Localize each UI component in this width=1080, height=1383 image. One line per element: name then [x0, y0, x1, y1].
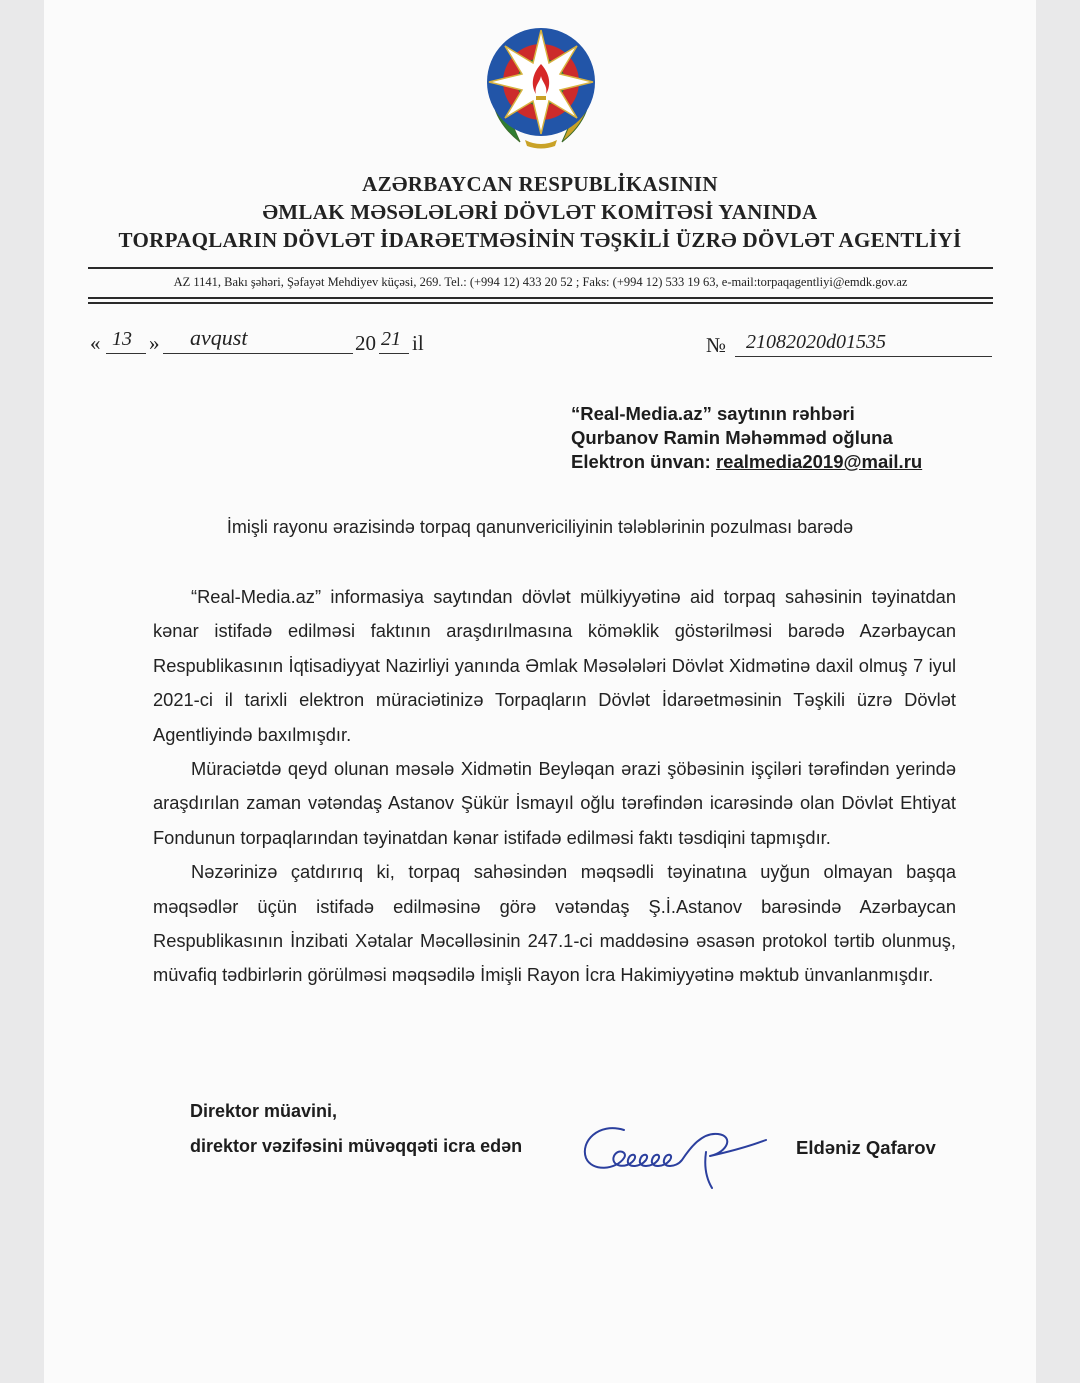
header-rule-top	[88, 267, 993, 269]
paragraph-1: “Real-Media.az” informasiya saytından dövlət mülkiyyətinə aid torpaq sahəsinin təyinatdan kənar istifadə edilməsi faktının araşdırılmasına köməklik göstərilməsi barədə Azərbaycan Respublikasının İqtisadiyyat Nazirliyi yanında Əmlak Məsələləri Dövlət Xidmətinə daxil olmuş 7 iyul 2021-ci il tarixli elektron müraciətinizə Torpaqların Dövlət İdarəetməsinin Təşkili üzrə Dövlət Agentliyində baxılmışdır.	[153, 586, 956, 745]
addressee-line-2: Qurbanov Ramin Məhəmməd oğluna	[571, 427, 893, 448]
addressee-block	[571, 402, 922, 474]
header-line-3: TORPAQLARIN DÖVLƏT İDARƏETMƏSİNİN TƏŞKİLİ ÜZRƏ DÖVLƏT AGENTLİYİ	[118, 228, 962, 252]
date-day-underline	[106, 353, 146, 354]
paragraph-2: Müraciətdə qeyd olunan məsələ Xidmətin Beyləqan ərazi şöbəsinin işçiləri tərəfindən yerində araşdırılan zaman vətəndaş Astanov Şükür İsmayıl oğlu tərəfindən icarəsində olan Dövlət Ehtiyat Fondunun torpaqlarından təyinatdan kənar istifadə edilməsi faktı təsdiqini tapmışdır.	[153, 758, 956, 848]
subject-line: İmişli rayonu ərazisində torpaq qanunvericiliyinin tələblərinin pozulması barədə	[226, 517, 854, 537]
header-line-1: AZƏRBAYCAN RESPUBLİKASININ	[362, 172, 718, 196]
signatory-name: Eldəniz Qafarov	[796, 1137, 936, 1158]
header-rule-bottom-1	[88, 297, 993, 299]
date-day: 13	[112, 328, 132, 350]
handwritten-signature	[578, 1112, 778, 1192]
addressee-email-line	[571, 450, 922, 474]
date-month-underline	[163, 353, 353, 354]
header-line-2: ƏMLAK MƏSƏLƏLƏRİ DÖVLƏT KOMİTƏSİ YANINDA	[262, 200, 818, 224]
addressee-line-1: “Real-Media.az” saytının rəhbəri	[571, 403, 855, 424]
number-label: №	[706, 333, 727, 357]
date-month: avqust	[190, 325, 248, 350]
date-year-underline	[379, 353, 409, 354]
email-label: Elektron ünvan:	[571, 451, 716, 472]
date-open-quote: «	[90, 331, 101, 355]
address-line: AZ 1141, Bakı şəhəri, Şəfayət Mehdiyev küçəsi, 269. Tel.: (+994 12) 433 20 52 ; Faks: (+994 12) 533 19 63, e-mail:torpaqagentliyi@emdk.gov.az	[173, 275, 908, 289]
email-link[interactable]: realmedia2019@mail.ru	[715, 451, 923, 472]
number-underline	[735, 356, 992, 357]
state-emblem-icon	[480, 20, 602, 152]
header-rule-bottom-2	[88, 302, 993, 304]
letter-body	[153, 580, 956, 993]
date-year-suffix: 21	[381, 328, 401, 350]
date-year-prefix: 20	[355, 331, 376, 355]
date-close-quote: »	[149, 331, 160, 355]
date-year-word: il	[412, 331, 424, 355]
paragraph-3: Nəzərinizə çatdırırıq ki, torpaq sahəsindən məqsədli təyinatına uyğun olmayan başqa məqsədlər üçün istifadə edilməsinə görə vətəndaş Ş.İ.Astanov barəsində Azərbaycan Respublikasının İnzibati Xətalar Məcəlləsinin 247.1-ci maddəsinə əsasən protokol tərtib olunmuş, müvafiq tədbirlərin görülməsi məqsədilə İmişli Rayon İcra Hakimiyyətinə məktub ünvanlanmışdır.	[153, 861, 956, 986]
document-number: 21082020d01535	[746, 331, 886, 353]
signatory-title-2: direktor vəzifəsini müvəqqəti icra edən	[190, 1136, 523, 1156]
signatory-title-1: Direktor müavini,	[190, 1101, 338, 1121]
